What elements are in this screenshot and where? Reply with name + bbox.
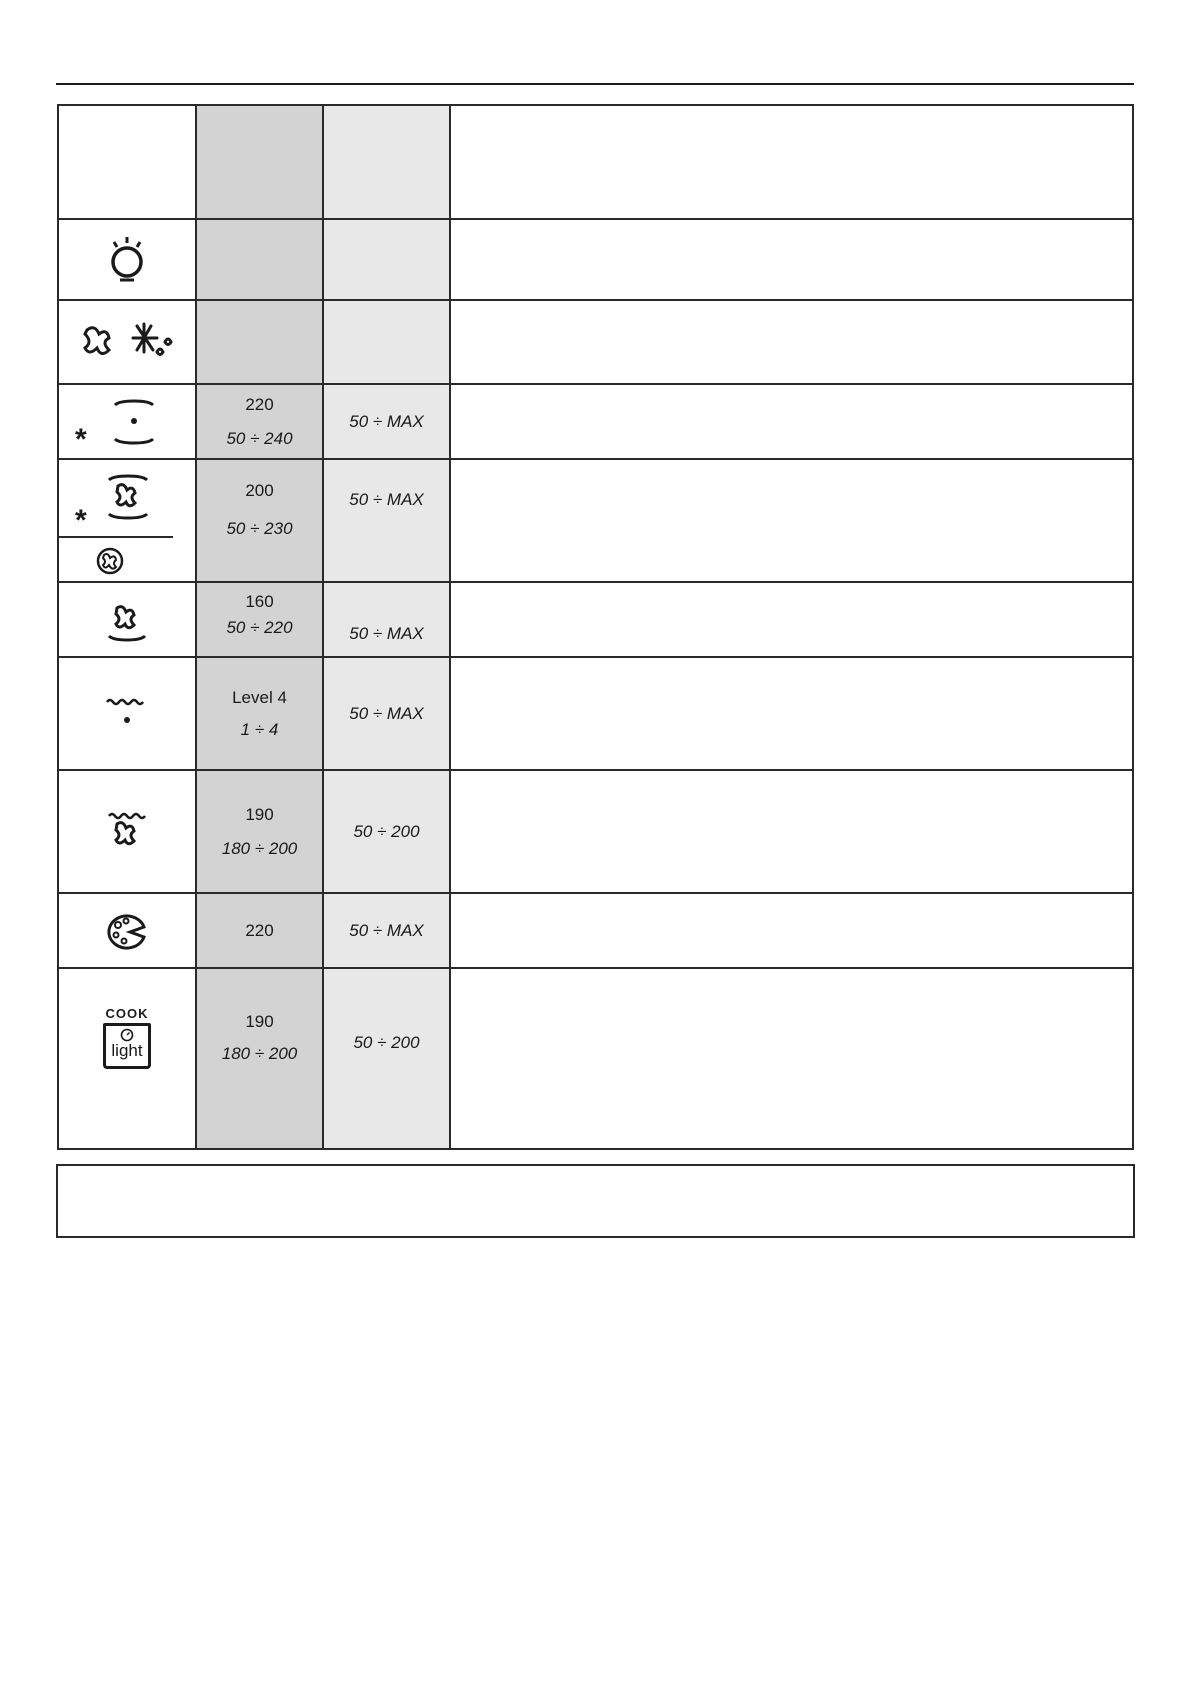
symbol-divider: [59, 460, 173, 538]
temperature-cell: [196, 582, 323, 657]
symbol-cell: [58, 384, 196, 459]
symbol-cell: [58, 657, 196, 770]
cook-logo-text: COOK: [105, 1006, 149, 1021]
table-row: [58, 770, 1133, 893]
temperature-range: 180 ÷ 200: [221, 838, 298, 858]
temperature-range: 50 ÷ 240: [226, 428, 293, 448]
grill-cell: 50 ÷ MAX: [323, 384, 450, 459]
symbol-cell: [58, 459, 196, 582]
header-grill-cell: [323, 105, 450, 219]
description-cell: [450, 893, 1133, 968]
symbol-cell: [58, 582, 196, 657]
table-row: [58, 459, 1133, 582]
grill-cell: [323, 300, 450, 384]
grill-icon: [105, 696, 149, 732]
asterisk-mark: *: [75, 423, 87, 456]
header-rule: [56, 83, 1134, 85]
temperature-range: 50 ÷ 230: [226, 519, 293, 538]
asterisk-mark: *: [75, 504, 87, 537]
description-cell: [450, 657, 1133, 770]
table-row: [58, 657, 1133, 770]
symbol-cell: [58, 893, 196, 968]
description-cell: [450, 770, 1133, 893]
temperature-range: 1 ÷ 4: [240, 719, 279, 739]
symbol-cell: [58, 770, 196, 893]
header-temperature-cell: [196, 105, 323, 219]
defrost-fan-icon: [77, 322, 177, 362]
description-cell: [450, 459, 1133, 582]
grill-cell: [323, 219, 450, 300]
cook-light-icon: [97, 1007, 157, 1069]
table-row: [58, 968, 1133, 1149]
temperature-range: 50 ÷ 220: [226, 618, 293, 637]
grill-cell: 50 ÷ MAX: [323, 582, 450, 657]
description-cell: [450, 300, 1133, 384]
default-temperature: 160: [245, 592, 274, 611]
default-temperature: 200: [245, 481, 274, 500]
table-header-row: [58, 105, 1133, 219]
header-symbol-cell: [58, 105, 196, 219]
description-cell: [450, 219, 1133, 300]
table-row: [58, 582, 1133, 657]
grill-cell: 50 ÷ MAX: [323, 893, 450, 968]
default-temperature: Level 4: [232, 687, 287, 707]
grill-cell: 50 ÷ 200: [323, 968, 450, 1149]
table-row: [58, 300, 1133, 384]
cook-logo-box: [103, 1023, 151, 1069]
symbol-cell: [58, 219, 196, 300]
temperature-cell: [196, 657, 323, 770]
symbol-cell: [58, 968, 196, 1149]
temperature-cell: [196, 770, 323, 893]
temperature-cell: [196, 893, 323, 968]
temperature-cell: [196, 300, 323, 384]
note-box: [56, 1164, 1135, 1238]
fan-circle-icon: [95, 546, 125, 576]
table-row: [58, 384, 1133, 459]
default-temperature: 220: [245, 920, 274, 940]
temperature-range: 180 ÷ 200: [221, 1044, 298, 1063]
table-row: [58, 219, 1133, 300]
description-cell: [450, 384, 1133, 459]
fan-grill-icon: [105, 810, 149, 854]
timer-icon: [120, 1028, 134, 1042]
light-logo-text: light: [111, 1041, 143, 1060]
temperature-cell: [196, 384, 323, 459]
default-temperature: 190: [245, 1012, 274, 1031]
fan-oven-icon: [105, 598, 149, 642]
oven-functions-table: [57, 104, 1134, 1150]
lamp-icon: [105, 235, 149, 285]
conventional-icon: [109, 399, 159, 445]
fan-assisted-icon: [105, 474, 151, 520]
temperature-cell: [196, 459, 323, 582]
default-temperature: 220: [245, 394, 274, 414]
description-cell: [450, 968, 1133, 1149]
default-temperature: 190: [245, 804, 274, 824]
table-row: [58, 893, 1133, 968]
grill-cell: 50 ÷ 200: [323, 770, 450, 893]
symbol-cell: [58, 300, 196, 384]
grill-cell: 50 ÷ MAX: [323, 657, 450, 770]
description-cell: [450, 582, 1133, 657]
pizza-icon: [104, 911, 150, 951]
temperature-cell: [196, 968, 323, 1149]
temperature-cell: [196, 219, 323, 300]
grill-cell: 50 ÷ MAX: [323, 459, 450, 582]
header-description-cell: [450, 105, 1133, 219]
